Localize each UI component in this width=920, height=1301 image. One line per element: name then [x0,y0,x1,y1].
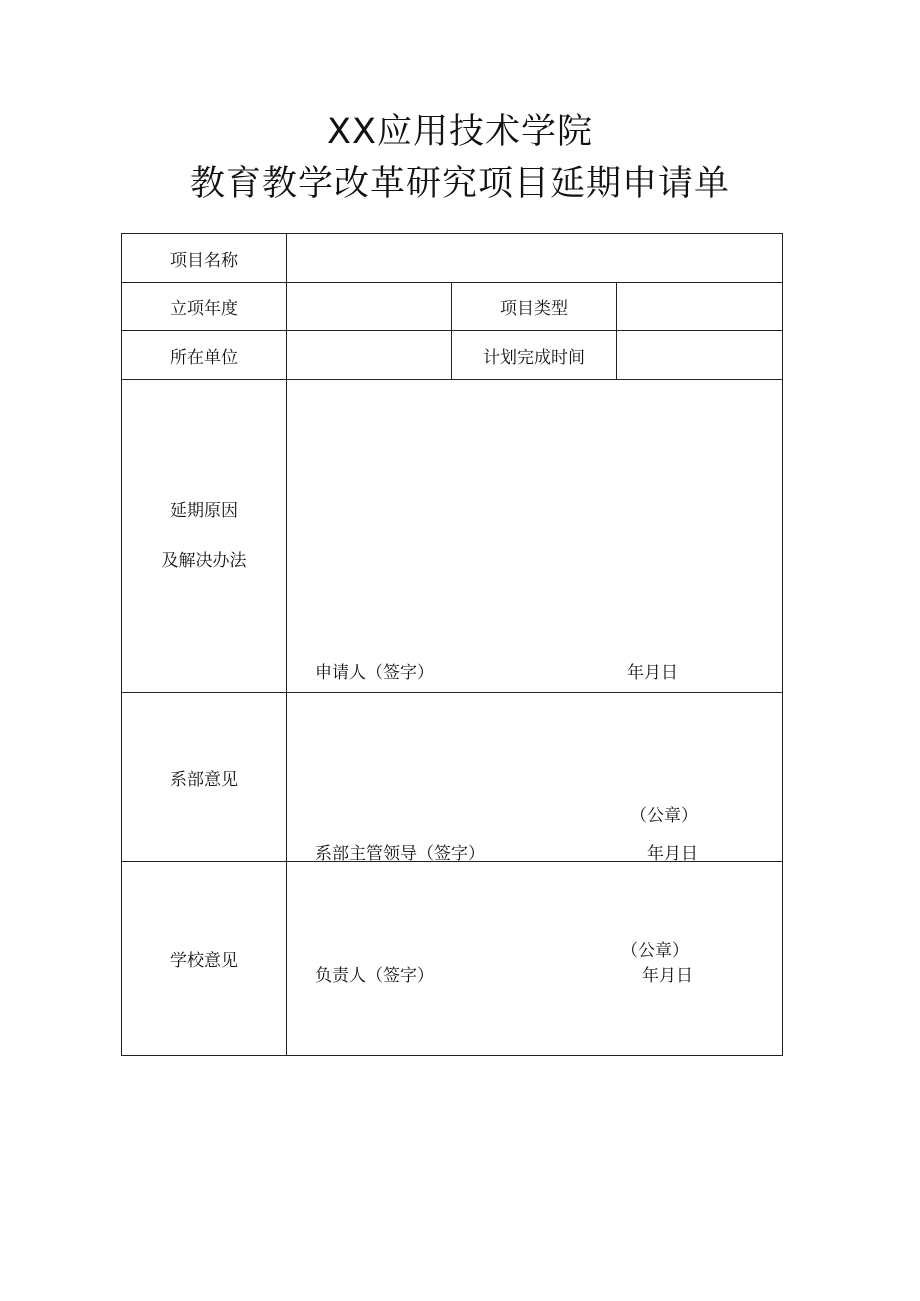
dept-date-label: 年月日 [647,844,698,864]
delay-reason-label-line1: 延期原因 [170,501,238,521]
school-opinion-label: 学校意见 [122,862,287,1056]
project-year-value [287,283,451,330]
page-title-school: XX应用技术学院 [327,112,593,152]
planned-completion-field[interactable] [617,331,783,380]
dept-opinion-label: 系部意见 [122,693,287,862]
row-project-name [122,234,783,283]
row-unit-completion [122,331,783,380]
row-delay-reason [122,380,783,693]
school-opinion-field[interactable] [287,862,783,1056]
school-date-label: 年月日 [642,966,693,986]
row-school-opinion [122,862,783,1056]
project-type-value [617,283,782,330]
delay-reason-field[interactable] [287,380,783,693]
row-year-type [122,283,783,331]
unit-field[interactable] [287,331,452,380]
dept-opinion-field[interactable] [287,693,783,862]
project-year-label: 立项年度 [122,283,287,331]
dept-leader-signature-label: 系部主管领导（签字） [315,844,485,864]
project-name-label: 项目名称 [122,234,287,283]
unit-label: 所在单位 [122,331,287,380]
school-signer-signature-label: 负责人（签字） [315,966,434,986]
school-seal-label: （公章） [621,941,689,961]
project-type-label: 项目类型 [452,283,617,331]
row-dept-opinion [122,693,783,862]
project-year-field[interactable] [287,283,452,331]
page-title-form: 教育教学改革研究项目延期申请单 [189,164,730,204]
applicant-date-label: 年月日 [627,663,678,683]
delay-reason-label-line2: 及解决办法 [161,551,247,571]
dept-seal-label: （公章） [630,806,698,826]
project-name-value [287,234,782,282]
planned-completion-value [617,331,782,379]
applicant-signature-label: 申请人（签字） [315,663,434,683]
project-name-field[interactable] [287,234,783,283]
delay-application-form [121,233,783,1056]
planned-completion-label: 计划完成时间 [452,331,617,380]
unit-value [287,331,451,379]
project-type-field[interactable] [617,283,783,331]
delay-reason-label [122,380,287,693]
